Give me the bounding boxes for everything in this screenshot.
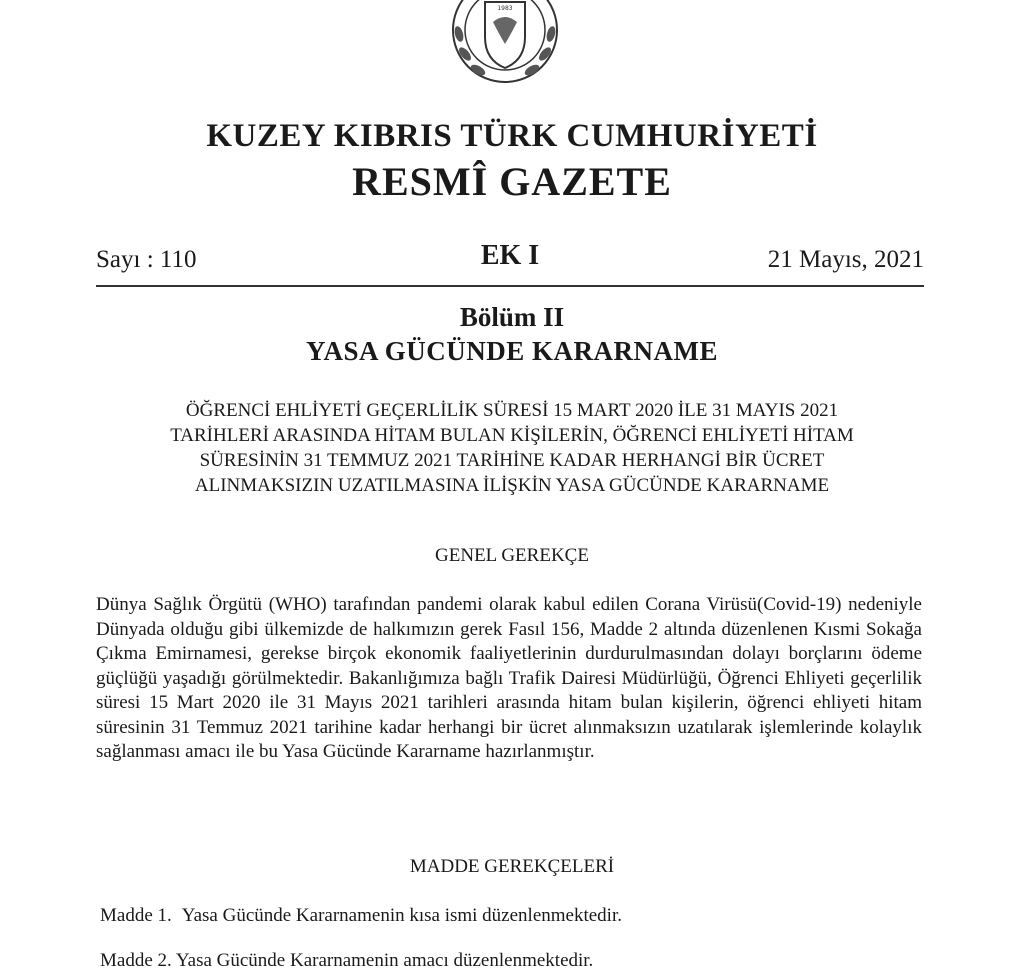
issue-number: Sayı : 110 (96, 246, 197, 273)
gazette-title: RESMÎ GAZETE (352, 159, 672, 204)
issue-date: 21 Mayıs, 2021 (767, 246, 924, 273)
article-item (100, 905, 920, 927)
annex-label: EK I (480, 240, 540, 271)
article-text: Yasa Gücünde Kararnamenin amacı düzenlenmektedir. (175, 950, 594, 971)
general-reasoning-body: Dünya Sağlık Örgütü (WHO) tarafından pandemi olarak kabul edilen Corana Virüsü(Covid-19) nedeniyle Dünyada olduğu gibi ülkemizde de halkımızın gerek Fasıl 156, Madde 2 altında düzenlenen Kısmi Sokağa Çıkma Emirnamesi, gerekse birçok ekonomik faaliyetlerinin durdurulmasından dolayı borçlarını ödeme güçlüğü yaşadığı görülmektedir. Bakanlığımıza bağlı Trafik Dairesi Müdürlüğü, Öğrenci Ehliyeti geçerlilik süresi 15 Mart 2020 ile 31 Mayıs 2021 tarihleri arasında hitam bulan kişilerin, öğrenci ehliyeti hitam süresinin 31 Temmuz 2021 tarihine kadar herhangi bir ücret alınmaksızın uzatılarak işlemlerinde kolaylık sağlanması amacı ile bu Yasa Gücünde Kararname hazırlanmıştır. (96, 594, 922, 762)
article-reasoning-heading: MADDE GEREKÇELERİ (409, 856, 615, 877)
article-number: Madde 2. (100, 950, 172, 971)
emblem-year: 1983 (497, 5, 513, 12)
section-part: Bölüm II (459, 302, 565, 332)
general-reasoning-heading: GENEL GEREKÇE (435, 545, 589, 566)
article-item-partial (100, 950, 660, 971)
country-name: KUZEY KIBRIS TÜRK CUMHURİYETİ (206, 118, 818, 154)
header-divider (96, 285, 924, 287)
article-text: Yasa Gücünde Kararnamenin kısa ismi düzenlenmektedir. (181, 905, 622, 926)
state-emblem (445, 0, 565, 92)
decree-type: YASA GÜCÜNDE KARARNAME (305, 336, 719, 366)
decree-title: ÖĞRENCİ EHLİYETİ GEÇERLİLİK SÜRESİ 15 MART 2020 İLE 31 MAYIS 2021 TARİHLERİ ARASINDA HİTAM BULAN KİŞİLERİN, ÖĞRENCİ EHLİYETİ HİTAM SÜRESİNİN 31 TEMMUZ 2021 TARİHİNE KADAR HERHANGİ BİR ÜCRET ALINMAKSIZIN UZATILMASINA İLİŞKİN YASA GÜCÜNDE KARARNAME (170, 400, 854, 496)
issue-info-row (96, 240, 924, 280)
article-number: Madde 1. (100, 905, 172, 926)
